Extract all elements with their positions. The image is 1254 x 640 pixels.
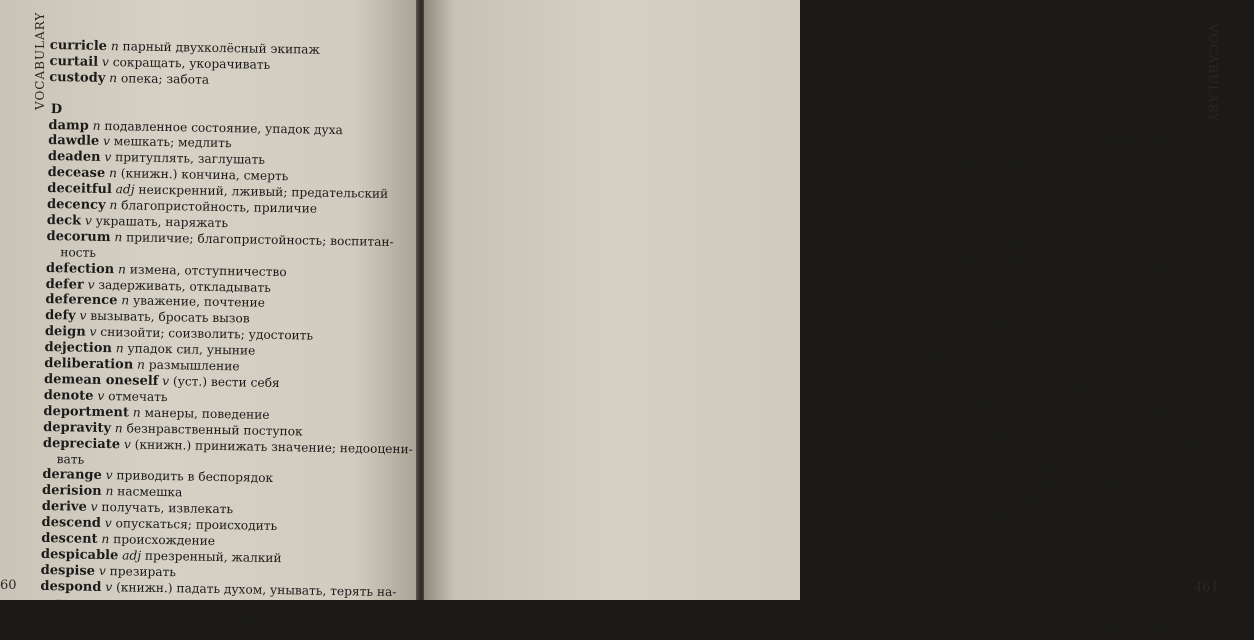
entry-continuation: горазумие: [883, 346, 952, 362]
entry-headword: deliberation: [44, 356, 134, 373]
entry-definition: отговаривать: [943, 554, 1030, 571]
entry-definition: снизойти; соизволить; удостоить: [100, 325, 314, 343]
entry-part-of-speech: v: [105, 579, 113, 594]
entry-definition: притуплять, заглушать: [115, 150, 266, 168]
entry-definition: получать, извлекать: [101, 500, 234, 517]
entry-continuation: ность: [60, 244, 97, 260]
entry-headword: denote: [43, 387, 94, 404]
entry-part-of-speech: n: [137, 357, 146, 372]
entry-part-of-speech: v: [97, 388, 105, 403]
entry-definition: (уст.) вести себя: [172, 374, 280, 391]
left-entry-list: [39, 38, 413, 632]
entry-definition: опускаться; происходить: [115, 516, 278, 534]
entry-definition: ненавидеть, питать отвращение; не выносить: [934, 61, 1230, 82]
entry-part-of-speech: v: [946, 236, 955, 251]
entry-part-of-speech: n: [926, 363, 935, 378]
entry-definition: обезоруживать: [937, 188, 1036, 205]
entry-headword: dissemble: [866, 505, 940, 522]
entry-headword: discharge: [871, 234, 944, 252]
entry-definition: опека; забота: [120, 71, 210, 87]
entry-definition: уменьшение: [969, 173, 1051, 189]
entry-headword: discern: [872, 203, 927, 220]
entry-headword: demean oneself: [43, 371, 159, 389]
entry-headword: derision: [41, 483, 102, 500]
entry-part-of-speech: n: [947, 331, 956, 347]
entry-definition: происхождение: [113, 532, 216, 549]
entry-definition: отвращение; недовольство, раздражение: [936, 427, 1204, 447]
entry-headword: defer: [45, 276, 84, 293]
entry-part-of-speech: v: [926, 188, 935, 203]
entry-definition: презрение, пренебрежение; v презирать: [937, 363, 1202, 384]
entry-definition: измена, отступничество: [129, 262, 287, 279]
entry-definition: вызывать, бросать вызов: [90, 309, 250, 326]
entry-continuation: доводить до нищеты; n несчастье, страдание: [877, 616, 1170, 637]
entry-definition: медлящий, оттягивающий (время): [956, 157, 1180, 176]
entry-part-of-speech: n: [947, 586, 956, 601]
entry-part-of-speech: adv: [954, 570, 978, 586]
entry-part-of-speech: v: [101, 54, 110, 69]
entry-headword: destitute: [39, 610, 106, 627]
entry-part-of-speech: n: [932, 395, 941, 410]
entry-headword: diffidence: [874, 91, 948, 109]
entry-headword: derive: [41, 499, 87, 515]
entry-part-of-speech: v: [932, 554, 940, 569]
entry-part-of-speech: n: [114, 420, 123, 436]
entry-headword: discomposure: [871, 266, 973, 284]
entry-definition: ущерб, вред: [953, 522, 1033, 539]
entry-headword: dissipation: [865, 536, 946, 554]
entry-part-of-speech: v: [933, 458, 941, 473]
entry-definition: неискренний, лживый; предательский: [138, 182, 389, 202]
entry-definition: безумно, без памяти: [980, 571, 1115, 589]
running-head-right: VOCABULARY: [1206, 24, 1220, 123]
entry-headword: discernment: [872, 218, 964, 236]
entry-definition: выплачивать (долги): [957, 236, 1092, 254]
entry-part-of-speech: v: [162, 374, 170, 389]
entry-headword: distraction: [864, 584, 945, 602]
entry-definition: нрав, характер, манера: [962, 491, 1114, 509]
entry-part-of-speech: v: [104, 150, 112, 165]
left-page: [0, 0, 418, 631]
entry-definition: уважение, почтение: [132, 293, 265, 311]
entry-part-of-speech: n: [105, 484, 114, 499]
entry-headword: decease: [47, 165, 106, 182]
entry-definition: отступление, отклонение от темы: [965, 141, 1186, 160]
entry-part-of-speech: n: [951, 93, 960, 108]
entry-definition: отвлечение внимания; беспорядок: [959, 586, 1185, 606]
entry-headword: deck: [46, 212, 82, 229]
entry-part-of-speech: v: [79, 308, 87, 324]
entry-headword: descend: [41, 515, 102, 532]
entry-part-of-speech: n: [950, 491, 959, 506]
entry-part-of-speech: n: [953, 141, 962, 156]
entry-part-of-speech: v: [84, 213, 93, 228]
entry-part-of-speech: v: [102, 134, 111, 149]
entry-headword: dilatory: [873, 155, 931, 172]
entry-part-of-speech: adj: [968, 284, 988, 299]
entry-definition: лишённый: [949, 77, 1019, 93]
entry-part-of-speech: n: [115, 341, 124, 356]
entry-definition: скрывать; притворяться: [953, 507, 1110, 525]
entry-headword: curtail: [49, 53, 99, 70]
entry-part-of-speech: n: [92, 118, 101, 133]
entry-headword: disconcerted: [870, 282, 965, 300]
entry-headword: descent: [41, 531, 98, 547]
entry-part-of-speech: n: [101, 532, 110, 547]
entry-definition: задерживать, откладывать: [98, 277, 271, 295]
section-letter: D: [50, 101, 63, 117]
entry-definition: достоинство, гордость; звание, титул: [940, 124, 1182, 144]
entry-headword: disguise: [868, 393, 930, 411]
entry-part-of-speech: n: [967, 220, 976, 236]
entry-headword: derange: [42, 467, 102, 484]
right-page: [424, 0, 1250, 637]
entry-headword: detain: [875, 44, 923, 60]
entry-headword: despise: [40, 562, 96, 579]
running-head-left: VOCABULARY: [33, 11, 47, 110]
entry-headword: dawdle: [48, 133, 100, 150]
entry-headword: discretion: [869, 330, 944, 347]
entry-part-of-speech: n: [117, 261, 127, 277]
entry-definition: беспокойство, замешательство: [987, 269, 1189, 288]
entry-headword: deceitful: [47, 181, 112, 198]
entry-headword: disclaim: [871, 250, 933, 268]
entry-headword: despicable: [40, 546, 119, 564]
page-number-left: 60: [0, 578, 17, 593]
entry-part-of-speech: adj: [115, 182, 135, 197]
entry-headword: disarm: [872, 187, 924, 204]
entry-definition: проницательность: [978, 221, 1098, 238]
entry-part-of-speech: v: [924, 60, 932, 76]
entry-definition: свобода действий; проницательность; бла-: [958, 332, 1234, 352]
entry-definition: отказываться, отрекаться; отрицать: [947, 252, 1181, 272]
entry-definition: (книжн.) кончина, смерть: [120, 166, 289, 184]
entry-continuation: енный; выведенный из себя: [884, 298, 1065, 317]
entry-headword: custody: [49, 69, 106, 86]
entry-definition: презирать: [109, 564, 177, 580]
entry-part-of-speech: v: [925, 45, 933, 60]
entry-part-of-speech: n: [928, 124, 938, 139]
entry-definition: испуг, беспокойство, волнение: [934, 442, 1135, 462]
entry-headword: despond: [40, 578, 102, 595]
entry-definition: разглядеть; различать, распознавать: [940, 204, 1182, 224]
entry-headword: detest: [875, 59, 921, 76]
entry-definition: смущённый; обескураженный; расстро-: [991, 285, 1250, 305]
entry-definition: робость, неуверенность в себе: [962, 93, 1160, 112]
entry-definition: насмешка: [117, 484, 183, 500]
entry-definition: упадок сил, уныние: [127, 341, 256, 358]
entry-headword: dejection: [44, 340, 113, 357]
entry-definition: презренный, жалкий: [144, 548, 282, 566]
entry-definition: манеры, поведение: [144, 405, 270, 422]
entry-definition: посылать; отправлять: [943, 459, 1086, 477]
entry-definition: подавленное состояние, упадок духа: [104, 118, 343, 137]
entry-part-of-speech: v: [942, 506, 951, 521]
entry-part-of-speech: adj: [934, 474, 954, 490]
entry-definition: позорить; дискредитировать: [945, 379, 1131, 398]
entry-part-of-speech: v: [936, 252, 944, 267]
entry-part-of-speech: n: [976, 268, 985, 284]
entry-part-of-speech: v: [930, 204, 938, 219]
entry-part-of-speech: n: [110, 39, 119, 54]
entry-headword: decency: [46, 197, 106, 214]
entry-headword: disposed: [866, 473, 931, 490]
entry-part-of-speech: v: [89, 325, 97, 340]
entry-part-of-speech: v: [123, 436, 131, 452]
entry-part-of-speech: n: [942, 522, 951, 537]
entry-part-of-speech: n: [924, 426, 933, 442]
entry-headword: distress: [864, 600, 922, 617]
entry-continuation: скрывать: [882, 410, 942, 426]
entry-part-of-speech: n: [922, 442, 931, 457]
entry-part-of-speech: v: [934, 379, 942, 394]
entry-headword: diminution: [873, 171, 955, 188]
entry-headword: dissuade: [865, 552, 930, 570]
page-number-right: 461: [1194, 580, 1219, 595]
entry-headword: disgrace: [868, 377, 931, 395]
entry-definition: приличие; благопристойность; воспитан-: [126, 230, 394, 249]
entry-headword: curricle: [49, 38, 108, 54]
entry-headword: disposition: [866, 489, 948, 506]
entry-part-of-speech: n: [114, 230, 123, 245]
entry-part-of-speech: n: [957, 172, 966, 188]
entry-definition: сокращать, укорачивать: [112, 55, 271, 72]
entry-headword: distractedly: [864, 568, 952, 586]
entry-continuation: вать: [56, 451, 85, 467]
entry-part-of-speech: adj: [933, 156, 953, 171]
entry-part-of-speech: n: [109, 198, 118, 213]
entry-definition: маскировка; притворство; v маскировать;: [944, 395, 1215, 416]
entry-definition: (книжн.) падать духом, унывать, терять на-: [115, 580, 397, 599]
entry-definition: украшать, наряжать: [95, 213, 229, 231]
entry-headword: damp: [48, 117, 89, 134]
entry-part-of-speech: n: [109, 70, 118, 85]
entry-definition: многословный: [950, 109, 1045, 126]
entry-part-of-speech: v: [105, 468, 113, 483]
entry-headword: deaden: [47, 149, 101, 166]
entry-headword: deference: [45, 292, 118, 309]
entry-part-of-speech: v: [925, 601, 933, 617]
entry-definition: безнравственный поступок: [126, 421, 303, 439]
entry-headword: dismay: [867, 441, 919, 458]
entry-part-of-speech: n: [121, 293, 130, 308]
entry-definition: причинять страдание, горе; мучить, терзать;: [935, 602, 1228, 623]
entry-headword: deportment: [43, 403, 130, 421]
entry-part-of-speech: adj: [122, 548, 142, 563]
entry-headword: discourse: [870, 314, 941, 331]
entry-part-of-speech: v: [87, 277, 95, 292]
entry-headword: decorum: [46, 228, 111, 245]
entry-headword: depreciate: [42, 435, 121, 452]
entry-part-of-speech: n: [943, 315, 952, 331]
entry-definition: отмечать: [108, 388, 168, 405]
entry-headword: digression: [873, 139, 950, 157]
entry-definition: склонный, расположенный: [957, 475, 1134, 493]
entry-continuation: дежду: [54, 594, 95, 610]
entry-part-of-speech: v: [104, 516, 112, 531]
entry-headword: disservice: [865, 521, 939, 538]
entry-part-of-speech: n: [949, 538, 958, 553]
entry-headword: diffuse: [874, 107, 925, 124]
entry-part-of-speech: v: [98, 563, 106, 578]
entry-part-of-speech: v: [90, 500, 98, 515]
entry-definition: (книжн.) принижать значение; недооцени-: [134, 437, 413, 457]
entry-definition: (книжн.) серьёзный разговор, беседа; речь: [955, 316, 1235, 336]
entry-definition: задерживать; откладывать: [936, 45, 1110, 63]
entry-part-of-speech: adj: [108, 611, 129, 627]
entry-headword: devoid: [875, 75, 923, 92]
entry-headword: defy: [45, 308, 76, 324]
entry-part-of-speech: adj: [927, 108, 948, 124]
entry-headword: dispatch: [867, 457, 930, 474]
entry-headword: dignity: [874, 123, 926, 140]
entry-definition: разгульный образ жизни: [961, 538, 1124, 557]
entry-definition: парный двухколёсный экипаж: [122, 39, 320, 57]
entry-part-of-speech: adj: [926, 76, 946, 92]
entry-definition: приводить в беспорядок: [116, 468, 274, 486]
entry-definition: мешкать; медлить: [113, 134, 232, 151]
entry-headword: deign: [44, 324, 86, 340]
entry-definition: благопристойность, приличие: [121, 198, 318, 216]
entry-headword: defection: [45, 260, 115, 277]
entry-part-of-speech: n: [132, 405, 141, 420]
entry-definition: размышление: [148, 357, 240, 374]
entry-part-of-speech: n: [108, 166, 118, 181]
entry-headword: depravity: [43, 419, 112, 436]
entry-headword: disgust: [867, 425, 922, 442]
entry-definition: очень бедный, сильно нуждающийся: [131, 612, 372, 631]
entry-headword: disdain: [869, 362, 923, 379]
